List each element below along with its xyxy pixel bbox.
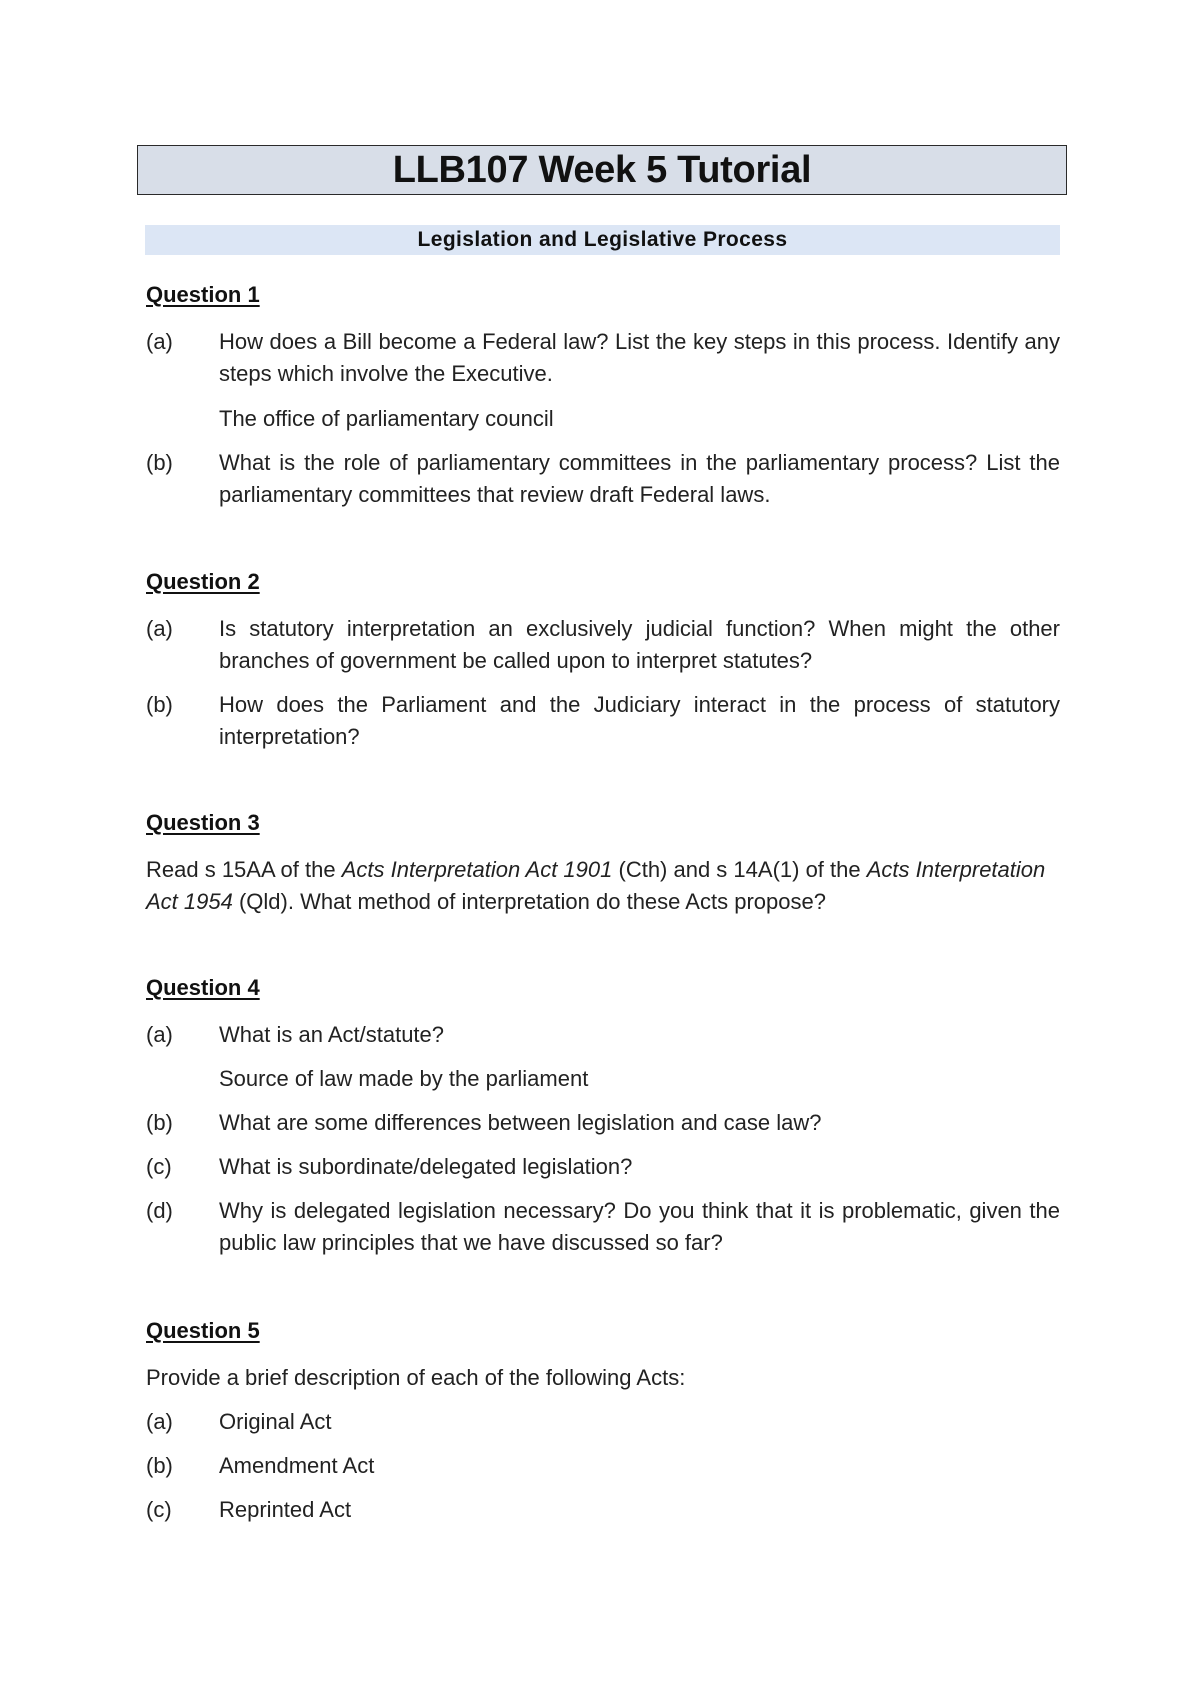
question-4b (146, 1107, 1060, 1139)
item-label: (a) (146, 616, 173, 641)
question-4-heading: Question 4 (146, 975, 260, 1000)
item-label: (c) (146, 1497, 172, 1522)
item-text: How does the Parliament and the Judiciary interact in the process of statutory interpretation? (219, 692, 1060, 749)
item-label: (b) (146, 1453, 173, 1478)
item-label: (a) (146, 1022, 173, 1047)
item-label: (b) (146, 692, 173, 717)
item-text: Reprinted Act (219, 1497, 352, 1522)
text-run: Read s 15AA of the (146, 857, 342, 882)
question-4d (146, 1195, 1060, 1259)
subtitle-bar (145, 225, 1060, 255)
item-label: (d) (146, 1198, 173, 1223)
question-5a (146, 1406, 1060, 1438)
item-text: What are some differences between legislation and case law? (219, 1110, 822, 1135)
item-text: What is subordinate/delegated legislation? (219, 1154, 633, 1179)
item-text: How does a Bill become a Federal law? List the key steps in this process. Identify any steps which involve the Executive. (219, 329, 1060, 386)
item-text: Original Act (219, 1409, 332, 1434)
item-label: (b) (146, 1110, 173, 1135)
question-5c (146, 1494, 1060, 1526)
item-label: (a) (146, 1409, 173, 1434)
item-label: (c) (146, 1154, 172, 1179)
question-5b (146, 1450, 1060, 1482)
question-3-text (146, 854, 1066, 918)
item-text: What is an Act/statute? (219, 1022, 445, 1047)
question-1b (146, 447, 1060, 511)
question-3-heading: Question 3 (146, 810, 260, 835)
text-run: (Qld). What method of interpretation do these Acts propose? (232, 889, 826, 914)
question-5-intro: Provide a brief description of each of the following Acts: (146, 1365, 686, 1390)
question-4a-answer: Source of law made by the parliament (219, 1066, 589, 1091)
item-label: (b) (146, 450, 173, 475)
title-box (137, 145, 1067, 195)
item-text: Amendment Act (219, 1453, 375, 1478)
item-text: What is the role of parliamentary committees in the parliamentary process? List the parliamentary committees that review draft Federal laws. (219, 450, 1060, 507)
act-title: Acts Interpretation Act 1901 (341, 857, 613, 882)
question-4c (146, 1151, 1060, 1183)
question-1a-answer: The office of parliamentary council (219, 406, 554, 431)
item-text: Is statutory interpretation an exclusively judicial function? When might the other branches of government be called upon to interpret statutes? (219, 616, 1060, 673)
page-subtitle: Legislation and Legislative Process (417, 228, 788, 251)
question-2-heading: Question 2 (146, 569, 260, 594)
question-2b (146, 689, 1060, 753)
question-5-heading: Question 5 (146, 1318, 260, 1343)
question-1a (146, 326, 1060, 390)
item-text: Why is delegated legislation necessary? Do you think that it is problematic, given the public law principles that we have discussed so far? (219, 1198, 1060, 1255)
question-2a (146, 613, 1060, 677)
act-title: Acts Interpretation Act 1954 (146, 857, 1046, 914)
question-4a (146, 1019, 1060, 1051)
page-title: LLB107 Week 5 Tutorial (392, 148, 812, 191)
item-label: (a) (146, 329, 173, 354)
question-1-heading: Question 1 (146, 282, 260, 307)
text-run: (Cth) and s 14A(1) of the (612, 857, 867, 882)
